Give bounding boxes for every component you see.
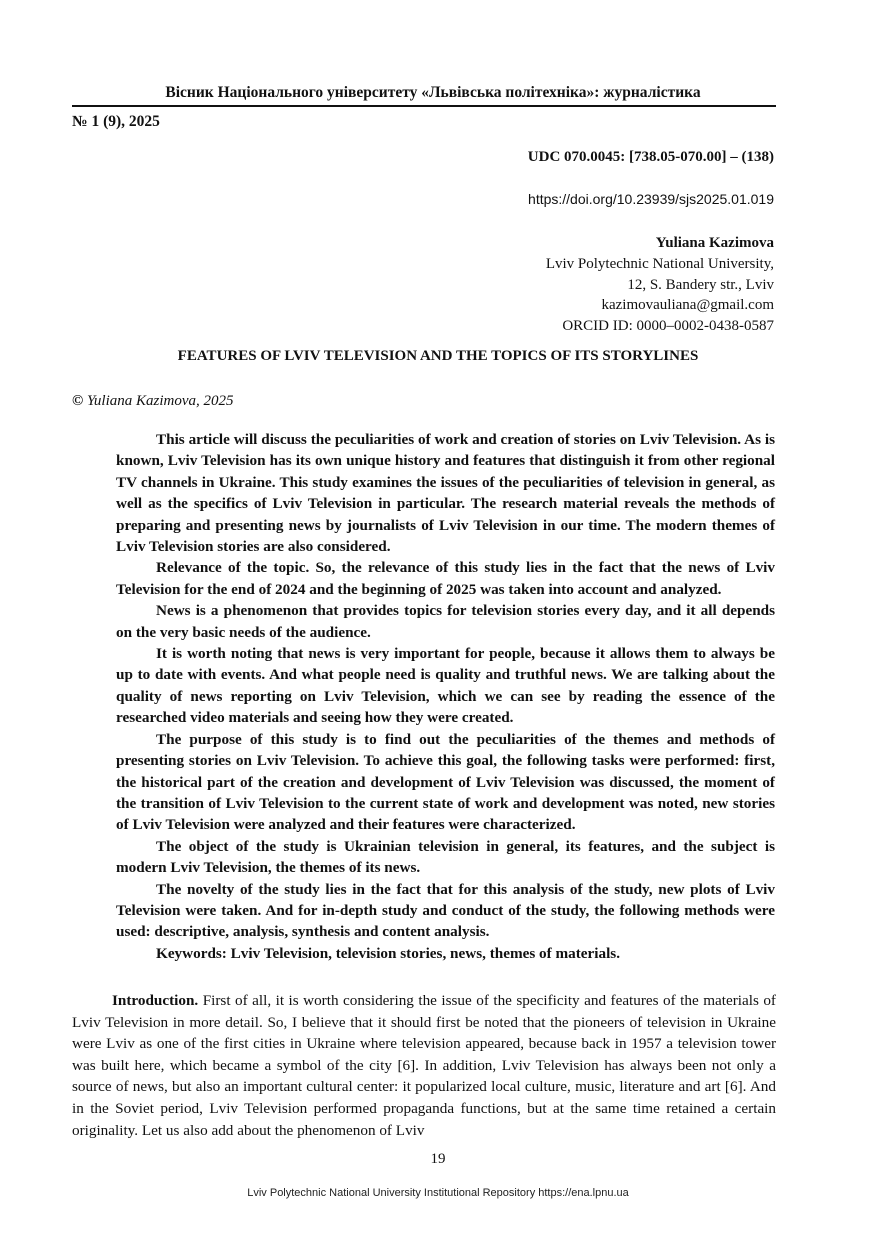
journal-title: Вісник Національного університету «Львівська політехніка»: журналістика — [165, 84, 701, 101]
abstract-paragraph: The novelty of the study lies in the fact that for this analysis of the study, new plots of Lviv Television were taken. And for in-depth study and conduct of the study, the following methods were used: descriptive, analysis, synthesis and content analysis. — [116, 880, 775, 941]
abstract-paragraph: This article will discuss the peculiarities of work and creation of stories on Lviv Television. As is known, Lviv Television has its own unique history and features that distinguish it from other regional TV channels in Ukraine. This study examines the issues of the peculiarities of television in general, as well as the specifics of Lviv Television in particular. The research material reveals the methods of preparing and presenting news by journalists of Lviv Television in our time. The modern themes of Lviv Television stories are also considered. — [116, 431, 775, 556]
udc-code: UDC 070.0045: [738.05-070.00] – (138) — [527, 149, 774, 165]
keywords: Keywords: Lviv Television, television stories, news, themes of materials. — [156, 944, 621, 962]
author-email[interactable]: kazimovauliana@gmail.com — [601, 297, 774, 314]
abstract-paragraph: It is worth noting that news is very important for people, because it allows them to always be up to date with events. And what people need is quality and truthful news. We are talking about the quality of news reporting on Lviv Television, which we can see by reading the essence of the researched video materials and seeing how they were created. — [116, 645, 775, 727]
introduction-heading: Introduction. — [112, 992, 199, 1009]
copyright — [72, 393, 234, 410]
copyright-symbol: © — [72, 393, 84, 409]
page-number: 19 — [430, 1151, 446, 1167]
author-address: 12, S. Bandery str., Lviv — [627, 276, 774, 293]
repository-footer: Lviv Polytechnic National University Institutional Repository https://ena.lpnu.ua — [247, 1187, 629, 1199]
abstract-paragraph: The object of the study is Ukrainian television in general, its features, and the subject is modern Lviv Television, the themes of its news. — [116, 837, 775, 877]
author-name: Yuliana Kazimova — [655, 235, 774, 251]
abstract — [116, 429, 775, 964]
article-title: FEATURES OF LVIV TELEVISION AND THE TOPICS OF ITS STORYLINES — [177, 348, 699, 364]
doi-link[interactable]: https://doi.org/10.23939/sjs2025.01.019 — [528, 191, 774, 207]
abstract-paragraph: News is a phenomenon that provides topics for television stories every day, and it all depends on the very basic needs of the audience. — [116, 602, 775, 641]
author-affiliation: Lviv Polytechnic National University, — [545, 255, 774, 272]
introduction — [72, 990, 776, 1141]
header-rule — [72, 105, 776, 107]
author-orcid: ORCID ID: 0000–0002-0438-0587 — [562, 318, 774, 335]
copyright-text: Yuliana Kazimova, 2025 — [83, 393, 234, 409]
author-block — [546, 233, 774, 337]
introduction-text: First of all, it is worth considering the issue of the specificity and features of the materials of Lviv Television in more detail. So, I believe that it should first be noted that the pioneers of television in Ukraine were Lviv as one of the first cities in Ukraine where television appeared, because back in 1957 a television tower was built here, which became a symbol of the city [6]. In addition, Lviv Television has always been not only a source of news, but also an important cultural center: it popularized local culture, music, literature and art [6]. And in the Soviet period, Lviv Television performed propaganda functions, but at the same time retained a certain originality. Let us also add about the phenomenon of Lviv — [72, 992, 776, 1139]
issue-number: № 1 (9), 2025 — [72, 113, 160, 130]
abstract-paragraph: The purpose of this study is to find out the peculiarities of the themes and methods of presenting stories on Lviv Television. To achieve this goal, the following tasks were performed: first, the historical part of the creation and development of Lviv Television was discussed, the moment of the transition of Lviv Television to the current state of work and development was noted, new stories of Lviv Television were analyzed and their features were characterized. — [116, 730, 775, 834]
abstract-paragraph: Relevance of the topic. So, the relevance of this study lies in the fact that the news of Lviv Television for the end of 2024 and the beginning of 2025 was taken into account and analyzed. — [116, 559, 775, 598]
